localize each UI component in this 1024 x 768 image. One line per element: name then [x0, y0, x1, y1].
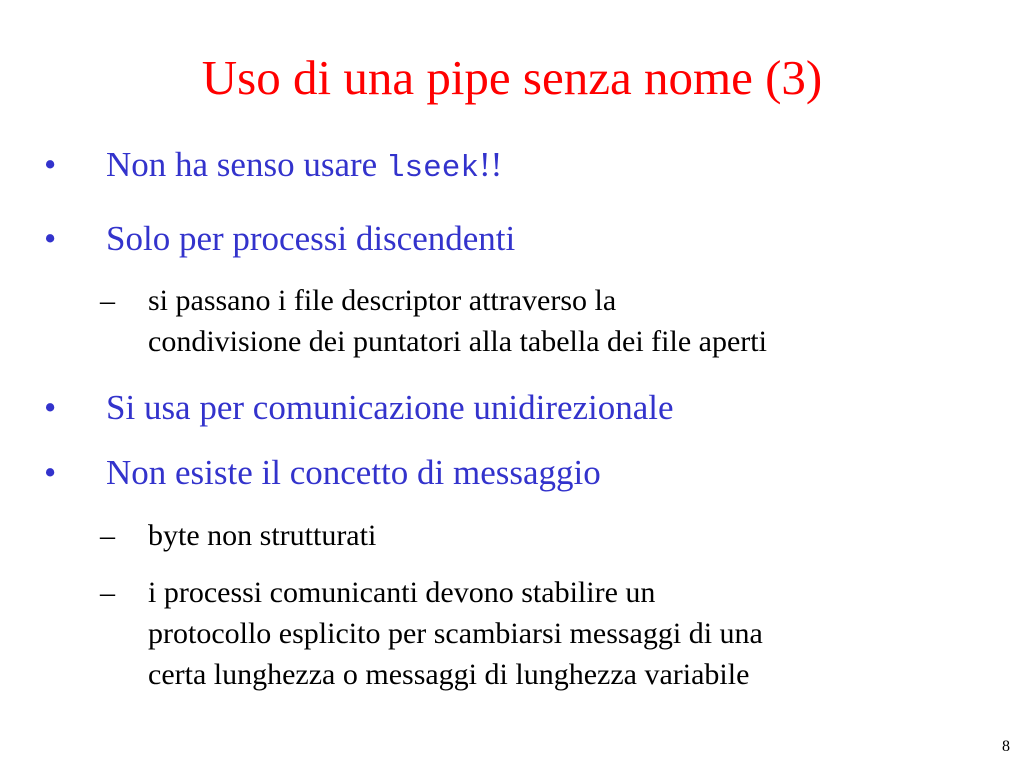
sub-bullet-marker: –	[100, 284, 115, 317]
bullet-marker: •	[44, 388, 57, 427]
sub-bullet-line: byte non strutturati	[148, 519, 377, 552]
sub-bullet-text	[148, 515, 988, 556]
slide-number: 8	[1002, 738, 1010, 755]
code-lseek: lseek	[385, 151, 479, 186]
bullet-text: Non esiste il concetto di messaggio	[106, 453, 601, 492]
sub-bullet-line: condivisione dei puntatori alla tabella dei file aperti	[148, 325, 767, 358]
sub-bullet-line: protocollo esplicito per scambiarsi messaggi di una	[148, 617, 763, 650]
bullet-text: Si usa per comunicazione unidirezionale	[106, 388, 674, 427]
sub-bullet-marker: –	[100, 519, 115, 552]
bullet-text-before: Non ha senso usare	[106, 145, 386, 184]
bullet-marker: •	[44, 219, 57, 258]
sub-bullet-line: i processi comunicanti devono stabilire un	[148, 576, 656, 609]
sub-bullet-marker: –	[100, 576, 115, 609]
bullet-text	[106, 145, 502, 189]
bullet-text-after: !!	[478, 145, 503, 184]
bullet-marker: •	[44, 453, 57, 492]
sub-bullet-text	[148, 572, 988, 695]
slide-title: Uso di una pipe senza nome (3)	[201, 50, 823, 105]
sub-bullet-text	[148, 280, 988, 362]
bullet-marker: •	[44, 145, 57, 184]
sub-bullet-line: certa lunghezza o messaggi di lunghezza variabile	[148, 658, 750, 691]
sub-bullet-line: si passano i file descriptor attraverso la	[148, 284, 617, 317]
bullet-text: Solo per processi discendenti	[106, 219, 516, 258]
